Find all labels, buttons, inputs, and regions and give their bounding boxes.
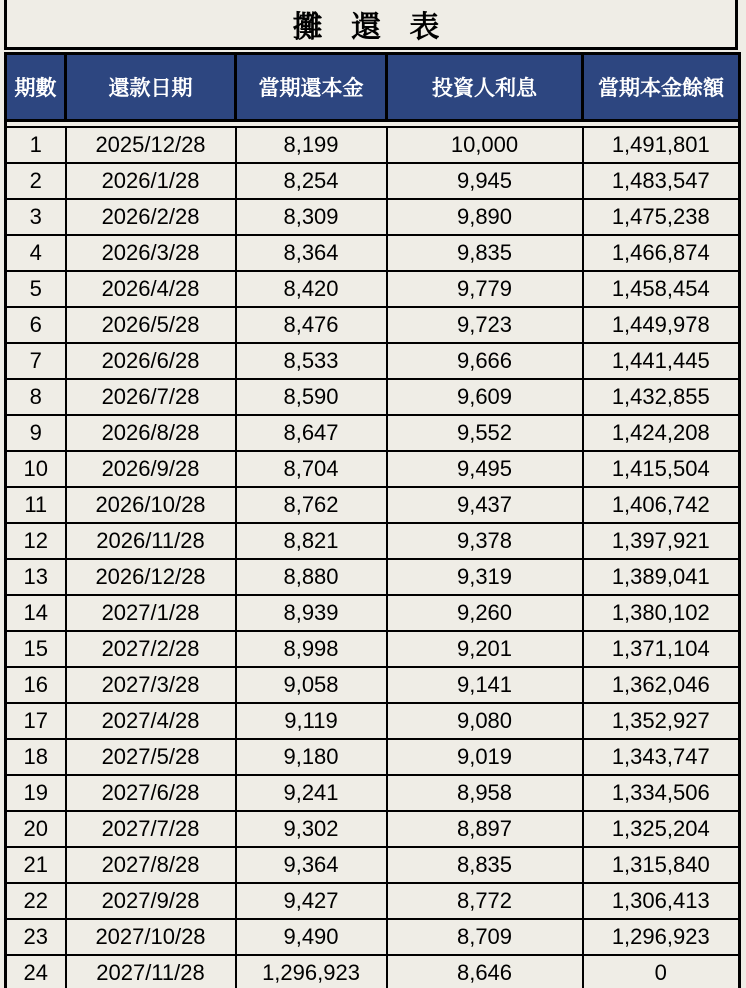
- cell-principal-repaid: 8,762: [236, 487, 387, 523]
- cell-remaining-principal: 1,458,454: [583, 271, 740, 307]
- cell-principal-repaid: 8,309: [236, 199, 387, 235]
- cell-principal-repaid: 8,254: [236, 163, 387, 199]
- cell-remaining-principal: 1,389,041: [583, 559, 740, 595]
- cell-repayment-date: 2027/8/28: [66, 847, 236, 883]
- cell-remaining-principal: 1,415,504: [583, 451, 740, 487]
- cell-repayment-date: 2026/5/28: [66, 307, 236, 343]
- cell-investor-interest: 9,552: [387, 415, 583, 451]
- cell-investor-interest: 9,260: [387, 595, 583, 631]
- cell-repayment-date: 2027/5/28: [66, 739, 236, 775]
- cell-repayment-date: 2026/8/28: [66, 415, 236, 451]
- cell-investor-interest: 9,890: [387, 199, 583, 235]
- cell-repayment-date: 2027/11/28: [66, 955, 236, 988]
- cell-remaining-principal: 1,432,855: [583, 379, 740, 415]
- cell-repayment-date: 2027/9/28: [66, 883, 236, 919]
- cell-period: 8: [6, 379, 66, 415]
- cell-period: 20: [6, 811, 66, 847]
- cell-repayment-date: 2027/3/28: [66, 667, 236, 703]
- table-row: [6, 919, 740, 955]
- cell-investor-interest: 8,835: [387, 847, 583, 883]
- cell-repayment-date: 2026/9/28: [66, 451, 236, 487]
- cell-principal-repaid: 9,058: [236, 667, 387, 703]
- cell-repayment-date: 2025/12/28: [66, 127, 236, 163]
- cell-investor-interest: 9,495: [387, 451, 583, 487]
- cell-repayment-date: 2027/6/28: [66, 775, 236, 811]
- cell-remaining-principal: 1,325,204: [583, 811, 740, 847]
- table-row: [6, 163, 740, 199]
- cell-repayment-date: 2027/2/28: [66, 631, 236, 667]
- table-row: [6, 271, 740, 307]
- cell-repayment-date: 2026/11/28: [66, 523, 236, 559]
- cell-remaining-principal: 1,483,547: [583, 163, 740, 199]
- cell-period: 17: [6, 703, 66, 739]
- table-row: [6, 487, 740, 523]
- table-row: [6, 775, 740, 811]
- cell-period: 11: [6, 487, 66, 523]
- cell-period: 13: [6, 559, 66, 595]
- cell-investor-interest: 9,019: [387, 739, 583, 775]
- cell-principal-repaid: 8,590: [236, 379, 387, 415]
- cell-remaining-principal: 1,449,978: [583, 307, 740, 343]
- cell-principal-repaid: 9,241: [236, 775, 387, 811]
- cell-investor-interest: 10,000: [387, 127, 583, 163]
- cell-period: 24: [6, 955, 66, 988]
- cell-investor-interest: 9,835: [387, 235, 583, 271]
- cell-remaining-principal: 1,334,506: [583, 775, 740, 811]
- cell-remaining-principal: 1,475,238: [583, 199, 740, 235]
- cell-remaining-principal: 1,343,747: [583, 739, 740, 775]
- cell-period: 3: [6, 199, 66, 235]
- cell-repayment-date: 2026/6/28: [66, 343, 236, 379]
- cell-remaining-principal: 1,362,046: [583, 667, 740, 703]
- cell-repayment-date: 2027/1/28: [66, 595, 236, 631]
- table-row: [6, 523, 740, 559]
- cell-principal-repaid: 9,490: [236, 919, 387, 955]
- cell-repayment-date: 2026/2/28: [66, 199, 236, 235]
- table-row: [6, 847, 740, 883]
- cell-investor-interest: 9,945: [387, 163, 583, 199]
- cell-investor-interest: 9,141: [387, 667, 583, 703]
- header-principal-repaid: 當期還本金: [236, 54, 387, 121]
- cell-period: 10: [6, 451, 66, 487]
- cell-remaining-principal: 1,491,801: [583, 127, 740, 163]
- cell-period: 2: [6, 163, 66, 199]
- cell-principal-repaid: 8,364: [236, 235, 387, 271]
- header-investor-interest: 投資人利息: [387, 54, 583, 121]
- cell-principal-repaid: 9,180: [236, 739, 387, 775]
- cell-period: 4: [6, 235, 66, 271]
- cell-investor-interest: 9,437: [387, 487, 583, 523]
- cell-repayment-date: 2026/7/28: [66, 379, 236, 415]
- header-row: [6, 54, 740, 121]
- table-row: [6, 559, 740, 595]
- cell-remaining-principal: 1,441,445: [583, 343, 740, 379]
- cell-investor-interest: 8,772: [387, 883, 583, 919]
- cell-investor-interest: 8,958: [387, 775, 583, 811]
- table-row: [6, 955, 740, 988]
- header-remaining-principal: 當期本金餘額: [583, 54, 740, 121]
- cell-period: 15: [6, 631, 66, 667]
- cell-repayment-date: 2026/1/28: [66, 163, 236, 199]
- cell-remaining-principal: 0: [583, 955, 740, 988]
- table-row: [6, 127, 740, 163]
- table-row: [6, 379, 740, 415]
- cell-principal-repaid: 8,647: [236, 415, 387, 451]
- table-row: [6, 595, 740, 631]
- table-row: [6, 235, 740, 271]
- header-repayment-date: 還款日期: [66, 54, 236, 121]
- table-row: [6, 343, 740, 379]
- cell-repayment-date: 2026/12/28: [66, 559, 236, 595]
- cell-principal-repaid: 9,427: [236, 883, 387, 919]
- cell-period: 12: [6, 523, 66, 559]
- cell-investor-interest: 9,080: [387, 703, 583, 739]
- table-row: [6, 451, 740, 487]
- table-row: [6, 667, 740, 703]
- cell-period: 7: [6, 343, 66, 379]
- cell-principal-repaid: 8,880: [236, 559, 387, 595]
- cell-principal-repaid: 8,939: [236, 595, 387, 631]
- cell-principal-repaid: 9,302: [236, 811, 387, 847]
- cell-period: 14: [6, 595, 66, 631]
- cell-investor-interest: 8,646: [387, 955, 583, 988]
- table-row: [6, 703, 740, 739]
- cell-repayment-date: 2027/10/28: [66, 919, 236, 955]
- cell-investor-interest: 9,378: [387, 523, 583, 559]
- cell-period: 16: [6, 667, 66, 703]
- table-row: [6, 415, 740, 451]
- table-row: [6, 631, 740, 667]
- table-row: [6, 739, 740, 775]
- table-row: [6, 811, 740, 847]
- cell-principal-repaid: 9,364: [236, 847, 387, 883]
- cell-period: 22: [6, 883, 66, 919]
- cell-remaining-principal: 1,352,927: [583, 703, 740, 739]
- cell-repayment-date: 2027/7/28: [66, 811, 236, 847]
- cell-principal-repaid: 8,199: [236, 127, 387, 163]
- cell-period: 6: [6, 307, 66, 343]
- cell-period: 9: [6, 415, 66, 451]
- cell-investor-interest: 8,709: [387, 919, 583, 955]
- cell-period: 21: [6, 847, 66, 883]
- header-period: 期數: [6, 54, 66, 121]
- cell-repayment-date: 2026/4/28: [66, 271, 236, 307]
- cell-investor-interest: 9,723: [387, 307, 583, 343]
- cell-principal-repaid: 8,533: [236, 343, 387, 379]
- cell-period: 23: [6, 919, 66, 955]
- cell-remaining-principal: 1,406,742: [583, 487, 740, 523]
- cell-repayment-date: 2026/10/28: [66, 487, 236, 523]
- cell-remaining-principal: 1,380,102: [583, 595, 740, 631]
- cell-principal-repaid: 8,821: [236, 523, 387, 559]
- cell-repayment-date: 2026/3/28: [66, 235, 236, 271]
- cell-principal-repaid: 9,119: [236, 703, 387, 739]
- cell-period: 5: [6, 271, 66, 307]
- amortization-table: [4, 52, 741, 988]
- cell-principal-repaid: 8,476: [236, 307, 387, 343]
- cell-remaining-principal: 1,296,923: [583, 919, 740, 955]
- cell-investor-interest: 9,779: [387, 271, 583, 307]
- cell-investor-interest: 9,666: [387, 343, 583, 379]
- table-row: [6, 199, 740, 235]
- cell-period: 19: [6, 775, 66, 811]
- cell-remaining-principal: 1,424,208: [583, 415, 740, 451]
- cell-remaining-principal: 1,371,104: [583, 631, 740, 667]
- cell-principal-repaid: 8,998: [236, 631, 387, 667]
- cell-remaining-principal: 1,466,874: [583, 235, 740, 271]
- cell-investor-interest: 8,897: [387, 811, 583, 847]
- table-row: [6, 307, 740, 343]
- cell-period: 1: [6, 127, 66, 163]
- cell-period: 18: [6, 739, 66, 775]
- table-row: [6, 883, 740, 919]
- table-title: 攤 還 表: [4, 0, 738, 50]
- cell-principal-repaid: 8,704: [236, 451, 387, 487]
- cell-remaining-principal: 1,315,840: [583, 847, 740, 883]
- cell-principal-repaid: 8,420: [236, 271, 387, 307]
- cell-remaining-principal: 1,306,413: [583, 883, 740, 919]
- cell-repayment-date: 2027/4/28: [66, 703, 236, 739]
- cell-remaining-principal: 1,397,921: [583, 523, 740, 559]
- cell-principal-repaid: 1,296,923: [236, 955, 387, 988]
- cell-investor-interest: 9,319: [387, 559, 583, 595]
- cell-investor-interest: 9,201: [387, 631, 583, 667]
- cell-investor-interest: 9,609: [387, 379, 583, 415]
